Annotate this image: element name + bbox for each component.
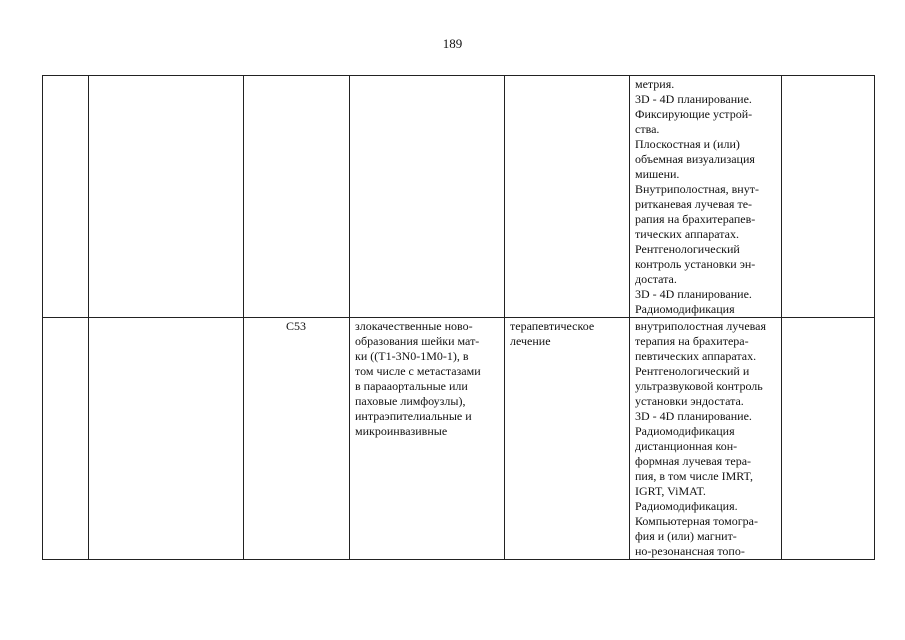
text-line: Радиомодификация — [635, 302, 735, 316]
code-cell — [244, 76, 350, 318]
text-line: Радиомодификация — [635, 424, 735, 438]
text-line: 3D - 4D планирование. — [635, 409, 752, 423]
norm-cell — [782, 76, 875, 318]
text-line: метрия. — [635, 77, 675, 91]
text-line: пия, в том числе IMRT, — [635, 469, 753, 483]
text-line: Внутриполостная, внут- — [635, 182, 759, 196]
text-line: том числе с метастазами — [355, 364, 481, 378]
diagnosis-cell — [350, 76, 505, 318]
text-line: ритканевая лучевая те- — [635, 197, 753, 211]
text-line: терапевтическое — [510, 319, 595, 333]
text-line: контроль установки эн- — [635, 257, 756, 271]
treatment-type-cell — [505, 76, 630, 318]
text-line: формная лучевая тера- — [635, 454, 752, 468]
icd-code — [244, 76, 349, 77]
text-line: микроинвазивные — [355, 424, 448, 438]
treatment-type-text — [505, 318, 629, 349]
treatment-method-cell — [630, 318, 782, 560]
treatment-method-cell — [630, 76, 782, 318]
medical-care-table — [42, 75, 875, 560]
table-row — [43, 318, 875, 560]
text-line: IGRT, ViMAT. — [635, 484, 706, 498]
text-line: терапия на брахитера- — [635, 334, 749, 348]
text-line: Рентгенологический и — [635, 364, 750, 378]
text-line: дистанционная кон- — [635, 439, 738, 453]
text-line: Радиомодификация. — [635, 499, 738, 513]
profile-cell — [89, 318, 244, 560]
text-line: образования шейки мат- — [355, 334, 480, 348]
text-line: внутриполостная лучевая — [635, 319, 766, 333]
text-line: интраэпителиальные и — [355, 409, 472, 423]
text-line: Рентгенологический — [635, 242, 740, 256]
text-line: Плоскостная и (или) — [635, 137, 740, 151]
text-line: Фиксирующие устрой- — [635, 107, 753, 121]
page-number: 189 — [442, 36, 463, 51]
text-line: но-резонансная топо- — [635, 544, 745, 558]
diagnosis-text — [350, 76, 504, 77]
text-line: ства. — [635, 122, 660, 136]
text-line: злокачественные ново- — [355, 319, 473, 333]
treatment-method-text — [630, 318, 781, 559]
norm-cell — [782, 318, 875, 560]
text-line: мишени. — [635, 167, 680, 181]
text-line: певтических аппаратах. — [635, 349, 757, 363]
text-line: объемная визуализация — [635, 152, 755, 166]
treatment-type-text — [505, 76, 629, 77]
profile-cell — [89, 76, 244, 318]
text-line: достата. — [635, 272, 677, 286]
text-line: тических аппаратах. — [635, 227, 739, 241]
text-line: 3D - 4D планирование. — [635, 92, 752, 106]
text-line: паховые лимфоузлы), — [355, 394, 466, 408]
treatment-method-text — [630, 76, 781, 317]
diagnosis-text — [350, 318, 504, 439]
text-line: лечение — [510, 334, 551, 348]
code-cell — [244, 318, 350, 560]
diagnosis-cell — [350, 318, 505, 560]
text-line: рапия на брахитерапев- — [635, 212, 756, 226]
table-row — [43, 76, 875, 318]
text-line: Компьютерная томогра- — [635, 514, 759, 528]
text-line: ультразвуковой контроль — [635, 379, 763, 393]
text-line: ки ((T1-3N0-1M0-1), в — [355, 349, 469, 363]
text-line: 3D - 4D планирование. — [635, 287, 752, 301]
row-number-cell — [43, 318, 89, 560]
icd-code: C53 — [286, 319, 307, 333]
text-line: в парааортальные или — [355, 379, 468, 393]
row-number-cell — [43, 76, 89, 318]
treatment-type-cell — [505, 318, 630, 560]
text-line: установки эндостата. — [635, 394, 744, 408]
text-line: фия и (или) магнит- — [635, 529, 737, 543]
